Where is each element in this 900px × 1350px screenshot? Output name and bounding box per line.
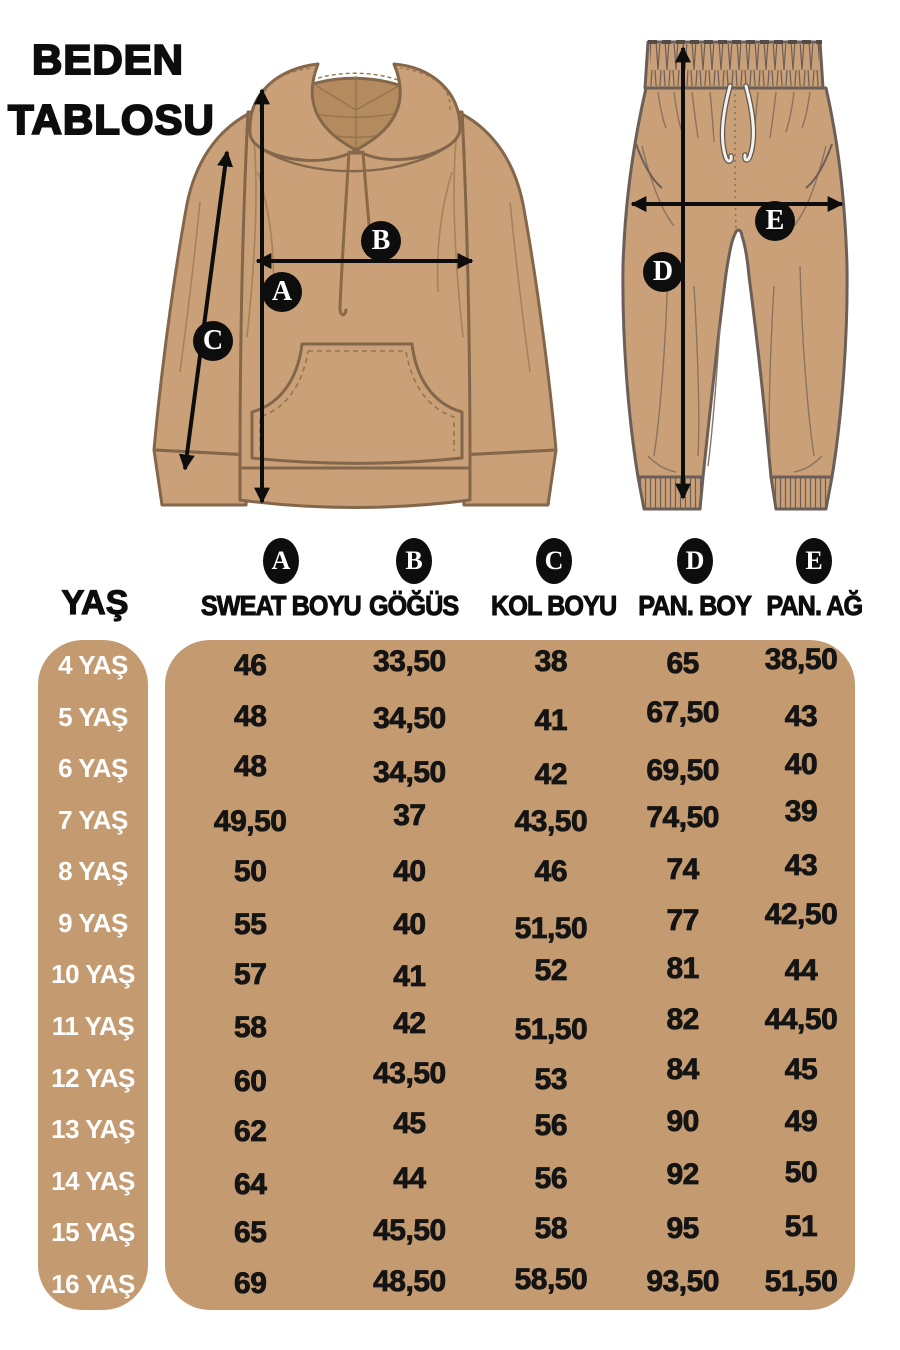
size-value: 33,50: [373, 644, 446, 678]
size-value: 40: [393, 854, 426, 888]
size-value: 67,50: [646, 696, 719, 730]
size-value: 50: [784, 1156, 818, 1190]
size-value: 49: [784, 1104, 818, 1138]
size-value: 42,50: [764, 898, 838, 932]
age-label: 13 YAŞ: [51, 1114, 135, 1145]
size-value: 43: [784, 700, 818, 734]
hoodie-illustration: [140, 52, 570, 517]
size-value: 39: [784, 795, 818, 829]
size-value: 44: [393, 1162, 426, 1196]
table-row: [165, 949, 855, 1001]
size-value: 41: [534, 704, 568, 738]
column-letter-c: C: [536, 538, 572, 584]
size-value: 60: [234, 1065, 267, 1099]
size-value: 56: [534, 1162, 568, 1196]
size-value: 58: [534, 1211, 568, 1245]
size-value: 41: [393, 959, 426, 993]
size-value: 84: [666, 1053, 699, 1087]
waistband-shirring: [650, 44, 819, 86]
size-value: 34,50: [373, 702, 446, 736]
size-value: 58: [234, 1011, 267, 1045]
size-value: 51,50: [514, 912, 588, 946]
size-table: [165, 640, 855, 1310]
table-row: [165, 795, 855, 847]
column-label-e: PAN. AĞ: [766, 590, 862, 621]
size-value: 58,50: [514, 1263, 588, 1297]
size-value: 81: [666, 951, 699, 985]
table-row: [165, 846, 855, 898]
age-column: [38, 640, 148, 1310]
column-header-e: [724, 538, 900, 622]
size-value: 37: [393, 799, 426, 833]
size-value: 44: [784, 953, 818, 987]
measure-badge-a: A: [262, 272, 302, 312]
hoodie-hem: [240, 468, 470, 508]
size-value: 51: [784, 1209, 818, 1243]
measure-badge-e: E: [755, 201, 795, 241]
size-value: 45,50: [373, 1213, 446, 1247]
size-value: 42: [393, 1007, 426, 1041]
age-label: 8 YAŞ: [58, 856, 128, 887]
measure-badge-b: B: [361, 221, 401, 261]
hoodie-right-sleeve: [460, 114, 556, 455]
age-label: 14 YAŞ: [51, 1165, 135, 1196]
size-value: 48: [234, 749, 267, 783]
table-row: [165, 692, 855, 744]
column-label-b: GÖĞÜS: [369, 590, 459, 621]
size-value: 53: [534, 1063, 568, 1097]
size-value: 51,50: [514, 1013, 588, 1047]
table-row: [165, 743, 855, 795]
size-value: 43: [784, 848, 818, 882]
size-value: 43,50: [514, 805, 588, 839]
age-column-header: YAŞ: [61, 584, 129, 622]
column-label-c: KOL BOYU: [491, 590, 617, 621]
size-value: 49,50: [213, 805, 287, 839]
size-value: 43,50: [373, 1057, 446, 1091]
age-label: 6 YAŞ: [58, 753, 128, 784]
measure-badge-d: D: [643, 252, 683, 292]
size-value: 48: [234, 700, 267, 734]
column-letter-d: D: [677, 538, 713, 584]
column-label-d: PAN. BOY: [638, 590, 752, 621]
size-value: 64: [234, 1168, 267, 1202]
size-value: 46: [234, 648, 267, 682]
size-value: 90: [666, 1104, 699, 1138]
size-value: 92: [666, 1158, 699, 1192]
size-value: 38: [534, 644, 568, 678]
table-row: [165, 1001, 855, 1053]
size-value: 42: [534, 757, 568, 791]
age-label: 4 YAŞ: [58, 650, 128, 681]
hoodie-left-sleeve: [154, 114, 250, 455]
size-value: 65: [666, 646, 699, 680]
size-value: 45: [784, 1053, 818, 1087]
age-label: 9 YAŞ: [58, 907, 128, 938]
size-value: 95: [666, 1211, 699, 1245]
size-value: 48,50: [373, 1265, 446, 1299]
age-label: 5 YAŞ: [58, 701, 128, 732]
size-value: 93,50: [646, 1265, 719, 1299]
age-label: 15 YAŞ: [51, 1217, 135, 1248]
column-letter-a: A: [263, 538, 299, 584]
size-value: 74: [666, 852, 699, 886]
age-label: 10 YAŞ: [51, 959, 135, 990]
page-title-line2: TABLOSU: [8, 96, 215, 143]
size-value: 69: [234, 1267, 267, 1301]
size-value: 62: [234, 1114, 267, 1148]
measure-badge-c: C: [193, 321, 233, 361]
size-value: 45: [393, 1106, 426, 1140]
hoodie-left-cuff: [154, 450, 250, 505]
size-value: 40: [393, 908, 426, 942]
size-value: 65: [234, 1215, 267, 1249]
size-value: 44,50: [764, 1003, 838, 1037]
table-row: [165, 1155, 855, 1207]
size-value: 40: [784, 747, 818, 781]
size-value: 51,50: [764, 1265, 838, 1299]
table-row: [165, 640, 855, 692]
table-row: [165, 1104, 855, 1156]
size-value: 55: [234, 908, 267, 942]
table-row: [165, 1207, 855, 1259]
size-value: 56: [534, 1108, 568, 1142]
table-row: [165, 1258, 855, 1310]
size-value: 38,50: [764, 642, 838, 676]
age-label: 11 YAŞ: [51, 1010, 135, 1041]
page-title-line1: BEDEN: [31, 36, 185, 83]
column-label-a: SWEAT BOYU: [201, 590, 361, 621]
age-label: 16 YAŞ: [51, 1268, 135, 1299]
table-row: [165, 1052, 855, 1104]
size-value: 69,50: [646, 753, 719, 787]
size-value: 34,50: [373, 755, 446, 789]
age-label: 12 YAŞ: [51, 1062, 135, 1093]
column-letter-b: B: [396, 538, 432, 584]
column-letter-e: E: [796, 538, 832, 584]
size-value: 77: [666, 904, 699, 938]
hoodie-right-cuff: [460, 450, 556, 505]
age-label: 7 YAŞ: [58, 804, 128, 835]
size-value: 46: [534, 854, 568, 888]
size-value: 57: [234, 957, 267, 991]
table-row: [165, 898, 855, 950]
size-value: 74,50: [646, 801, 719, 835]
size-value: 50: [234, 854, 267, 888]
size-value: 52: [534, 953, 568, 987]
size-value: 82: [666, 1003, 699, 1037]
